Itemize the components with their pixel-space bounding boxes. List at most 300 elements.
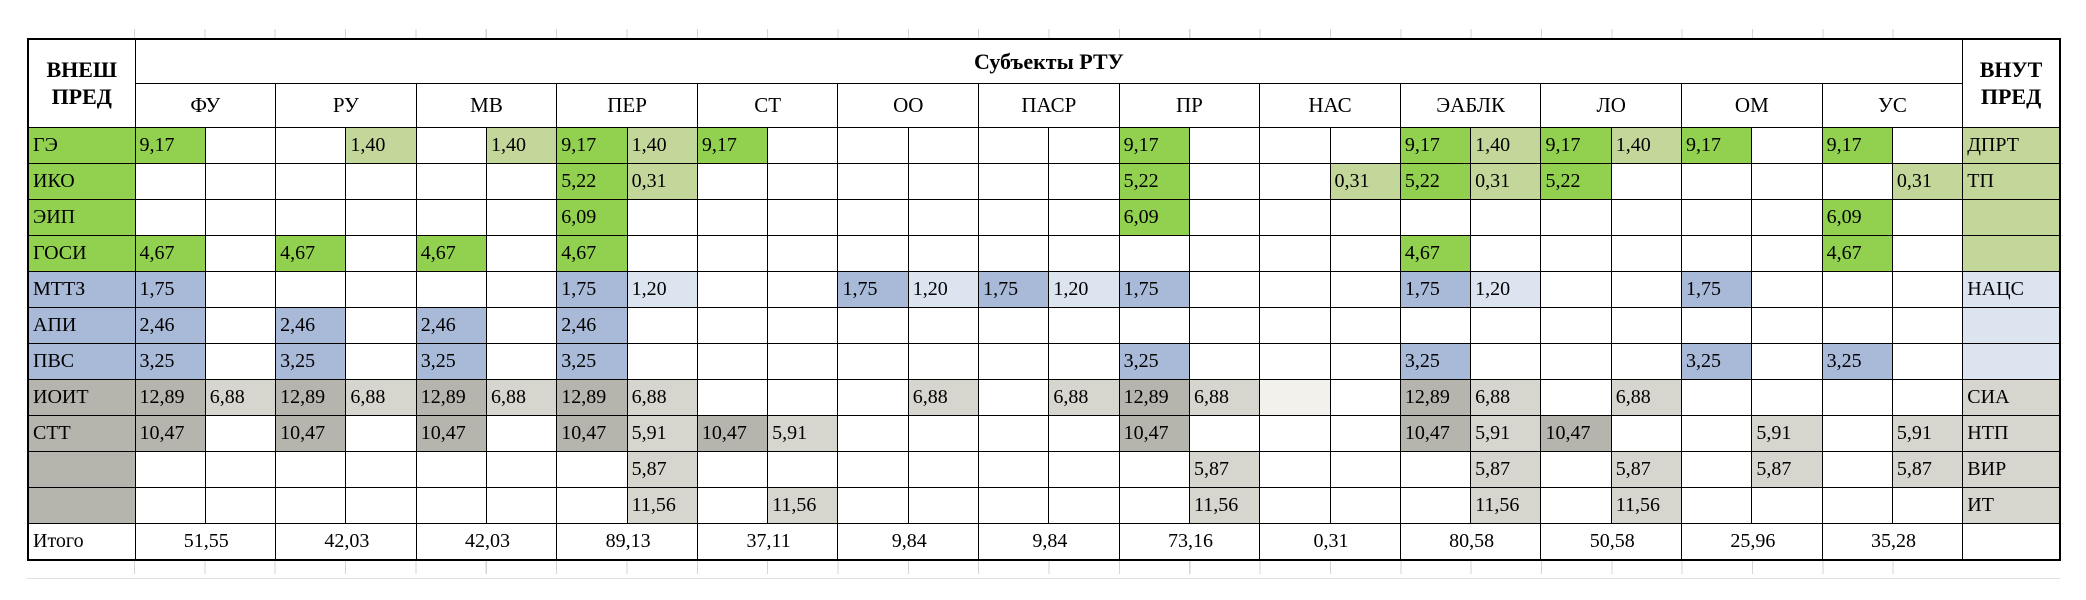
value-cell [1682,415,1752,451]
value-cell [416,127,486,163]
row-label: ИОИТ [28,379,135,415]
value-cell: 6,88 [1611,379,1681,415]
value-cell [1119,235,1189,271]
value-cell [1049,487,1119,523]
value-cell: 12,89 [416,379,486,415]
value-cell: 5,22 [1541,163,1611,199]
value-cell [908,343,978,379]
value-cell [1541,271,1611,307]
value-cell [1682,379,1752,415]
value-cell: 0,31 [1892,163,1962,199]
value-cell [768,127,838,163]
column-group-header: ФУ [135,83,276,127]
value-cell: 6,88 [1471,379,1541,415]
value-cell [1049,415,1119,451]
value-cell: 6,88 [908,379,978,415]
value-cell [908,415,978,451]
right-row-label: ДПРТ [1963,127,2060,163]
value-cell: 4,67 [135,235,205,271]
value-cell [1752,343,1822,379]
value-cell: 10,47 [557,415,627,451]
value-cell [416,271,486,307]
value-cell [1822,415,1892,451]
value-cell: 10,47 [1400,415,1470,451]
column-group-header: ОМ [1682,83,1823,127]
value-cell: 10,47 [135,415,205,451]
value-cell: 11,56 [1189,487,1259,523]
value-cell [1400,451,1470,487]
value-cell: 9,17 [1541,127,1611,163]
right-row-label [1963,199,2060,235]
right-row-label: ИТ [1963,487,2060,523]
value-cell: 9,17 [557,127,627,163]
value-cell [1260,415,1330,451]
value-cell: 2,46 [135,307,205,343]
value-cell [1752,127,1822,163]
value-cell: 3,25 [1119,343,1189,379]
value-cell [1049,451,1119,487]
value-cell [1892,343,1962,379]
value-cell [908,127,978,163]
value-cell: 10,47 [416,415,486,451]
value-cell: 11,56 [1611,487,1681,523]
total-cell: 0,31 [1260,523,1401,560]
value-cell [1260,451,1330,487]
value-cell [1330,127,1400,163]
value-cell [1260,487,1330,523]
value-cell [1752,487,1822,523]
value-cell [486,199,556,235]
value-cell [908,451,978,487]
table-row [28,235,2060,271]
value-cell [1892,199,1962,235]
value-cell: 6,09 [1119,199,1189,235]
value-cell: 5,87 [1892,451,1962,487]
value-cell [768,379,838,415]
value-cell: 5,22 [1400,163,1470,199]
value-cell [276,271,346,307]
value-cell [1330,235,1400,271]
value-cell [1049,235,1119,271]
value-cell [1330,487,1400,523]
right-row-label: СИА [1963,379,2060,415]
value-cell [1189,307,1259,343]
value-cell [205,271,275,307]
value-cell [1189,235,1259,271]
value-cell [1049,307,1119,343]
value-cell: 5,87 [1611,451,1681,487]
value-cell [1752,235,1822,271]
value-cell [1822,379,1892,415]
value-cell [1892,379,1962,415]
value-cell [557,487,627,523]
total-cell: 9,84 [838,523,979,560]
value-cell: 4,67 [557,235,627,271]
total-cell: 37,11 [697,523,838,560]
value-cell: 3,25 [135,343,205,379]
value-cell: 10,47 [697,415,767,451]
value-cell [205,415,275,451]
value-cell [1189,271,1259,307]
value-cell: 9,17 [1119,127,1189,163]
gridline-stubs-bottom [134,560,1963,574]
value-cell: 5,91 [1471,415,1541,451]
value-cell: 4,67 [276,235,346,271]
table-row [28,487,2060,523]
value-cell [838,199,908,235]
value-cell [1541,235,1611,271]
value-cell [486,415,556,451]
value-cell [1330,343,1400,379]
value-cell: 3,25 [557,343,627,379]
total-cell: 89,13 [557,523,698,560]
value-cell [205,451,275,487]
value-cell [768,163,838,199]
right-row-label: НАЦС [1963,271,2060,307]
value-cell: 1,20 [908,271,978,307]
value-cell [1260,163,1330,199]
value-cell: 5,22 [1119,163,1189,199]
totals-row [28,523,2060,560]
value-cell: 5,87 [1471,451,1541,487]
value-cell: 3,25 [416,343,486,379]
value-cell [1611,271,1681,307]
value-cell [1330,415,1400,451]
row-label: СТТ [28,415,135,451]
value-cell [1260,127,1330,163]
value-cell [1189,199,1259,235]
value-cell [768,271,838,307]
value-cell [1682,163,1752,199]
value-cell: 0,31 [1471,163,1541,199]
value-cell [908,199,978,235]
value-cell [276,451,346,487]
value-cell [838,415,908,451]
value-cell: 12,89 [1119,379,1189,415]
value-cell: 1,40 [346,127,416,163]
value-cell [1611,199,1681,235]
table-row [28,271,2060,307]
value-cell [205,487,275,523]
value-cell [768,451,838,487]
value-cell [1330,307,1400,343]
value-cell [627,307,697,343]
value-cell [697,307,767,343]
value-cell [1892,271,1962,307]
value-cell: 10,47 [276,415,346,451]
value-cell: 3,25 [276,343,346,379]
value-cell: 6,88 [346,379,416,415]
value-cell: 5,87 [627,451,697,487]
value-cell [1822,487,1892,523]
value-cell: 6,09 [1822,199,1892,235]
value-cell [486,307,556,343]
value-cell [1611,235,1681,271]
value-cell [346,307,416,343]
value-cell [346,271,416,307]
value-cell [1260,271,1330,307]
value-cell [346,451,416,487]
value-cell [1260,343,1330,379]
column-group-header: ЭАБЛК [1400,83,1541,127]
value-cell: 1,40 [627,127,697,163]
table-row [28,415,2060,451]
value-cell: 5,22 [557,163,627,199]
row-label: ГОСИ [28,235,135,271]
value-cell [1541,451,1611,487]
value-cell [1330,379,1400,415]
value-cell [979,487,1049,523]
value-cell [1471,343,1541,379]
value-cell [627,235,697,271]
value-cell [1330,451,1400,487]
column-group-header: СТ [697,83,838,127]
value-cell [768,307,838,343]
column-group-header: ПАСР [979,83,1120,127]
value-cell [838,451,908,487]
value-cell [979,379,1049,415]
value-cell: 1,20 [1471,271,1541,307]
value-cell [697,235,767,271]
total-cell: 35,28 [1822,523,1963,560]
value-cell [979,163,1049,199]
value-cell: 6,09 [557,199,627,235]
value-cell [838,163,908,199]
value-cell [1892,307,1962,343]
value-cell [697,163,767,199]
total-cell: 73,16 [1119,523,1260,560]
internal-pred-line1: ВНУТ [1979,56,2043,82]
value-cell: 2,46 [416,307,486,343]
value-cell [1471,235,1541,271]
value-cell [1260,235,1330,271]
internal-pred-header [1963,39,2060,127]
value-cell [416,199,486,235]
value-cell: 12,89 [276,379,346,415]
value-cell: 9,17 [135,127,205,163]
value-cell [1752,163,1822,199]
value-cell [697,343,767,379]
totals-label: Итого [28,523,135,560]
right-row-label: НТП [1963,415,2060,451]
column-group-header: ЛО [1541,83,1682,127]
value-cell [1049,127,1119,163]
value-cell: 4,67 [1400,235,1470,271]
value-cell: 1,75 [135,271,205,307]
external-pred-line1: ВНЕШ [46,56,118,82]
value-cell [838,235,908,271]
value-cell [979,199,1049,235]
value-cell [627,199,697,235]
value-cell [346,487,416,523]
value-cell [1189,415,1259,451]
row-label: ПВС [28,343,135,379]
value-cell [1822,271,1892,307]
value-cell: 1,75 [979,271,1049,307]
value-cell [486,235,556,271]
value-cell: 6,88 [1049,379,1119,415]
value-cell: 9,17 [1400,127,1470,163]
value-cell [1260,379,1330,415]
internal-pred-line2: ПРЕД [1980,84,2042,110]
value-cell [1752,379,1822,415]
value-cell: 1,75 [838,271,908,307]
rtu-subjects-matrix [27,38,2061,561]
table-row [28,127,2060,163]
value-cell [979,235,1049,271]
value-cell [486,271,556,307]
value-cell [276,127,346,163]
value-cell [1752,307,1822,343]
value-cell [768,199,838,235]
value-cell [697,199,767,235]
value-cell [416,487,486,523]
value-cell [1822,163,1892,199]
value-cell [1260,307,1330,343]
value-cell: 5,91 [768,415,838,451]
value-cell [135,199,205,235]
value-cell [768,343,838,379]
value-cell [1471,307,1541,343]
value-cell [486,487,556,523]
subjects-title: Субъекты РТУ [135,39,1963,83]
value-cell: 6,88 [627,379,697,415]
value-cell: 1,20 [1049,271,1119,307]
value-cell [416,451,486,487]
value-cell [1682,235,1752,271]
value-cell [205,163,275,199]
value-cell [486,451,556,487]
value-cell [1330,199,1400,235]
value-cell [205,235,275,271]
value-cell [346,415,416,451]
table-row [28,343,2060,379]
value-cell [697,487,767,523]
value-cell [346,163,416,199]
value-cell [1400,307,1470,343]
row-label: ИКО [28,163,135,199]
value-cell: 1,40 [1611,127,1681,163]
value-cell [276,163,346,199]
row-label: ГЭ [28,127,135,163]
value-cell [768,235,838,271]
value-cell: 1,75 [1682,271,1752,307]
value-cell [557,451,627,487]
value-cell [1049,199,1119,235]
gridline-stubs-top [134,29,1963,38]
value-cell: 4,67 [416,235,486,271]
value-cell [979,451,1049,487]
value-cell: 3,25 [1400,343,1470,379]
value-cell [697,451,767,487]
value-cell [276,199,346,235]
value-cell [205,199,275,235]
value-cell [135,163,205,199]
value-cell [908,307,978,343]
row-label [28,451,135,487]
table-row [28,307,2060,343]
value-cell [1682,487,1752,523]
value-cell [1541,199,1611,235]
value-cell: 1,75 [1400,271,1470,307]
value-cell [346,343,416,379]
right-row-label [1963,343,2060,379]
value-cell [205,127,275,163]
total-cell: 42,03 [276,523,417,560]
value-cell: 6,88 [1189,379,1259,415]
value-cell [1752,199,1822,235]
value-cell: 5,91 [1892,415,1962,451]
value-cell [979,415,1049,451]
value-cell [1892,487,1962,523]
value-cell [1892,127,1962,163]
value-cell [838,127,908,163]
value-cell: 2,46 [276,307,346,343]
total-cell: 9,84 [979,523,1120,560]
value-cell: 11,56 [627,487,697,523]
value-cell [1400,199,1470,235]
column-group-header: УС [1822,83,1963,127]
value-cell: 5,87 [1189,451,1259,487]
value-cell [979,343,1049,379]
column-group-header: ОО [838,83,979,127]
value-cell: 3,25 [1682,343,1752,379]
value-cell: 9,17 [1822,127,1892,163]
value-cell [1260,199,1330,235]
total-cell: 25,96 [1682,523,1823,560]
column-group-header: НАС [1260,83,1401,127]
value-cell: 5,91 [1752,415,1822,451]
value-cell: 10,47 [1119,415,1189,451]
value-cell: 5,87 [1752,451,1822,487]
value-cell: 1,40 [486,127,556,163]
total-cell: 42,03 [416,523,557,560]
value-cell [979,307,1049,343]
value-cell [908,487,978,523]
value-cell: 4,67 [1822,235,1892,271]
table-row [28,199,2060,235]
external-pred-header [28,39,135,127]
value-cell: 1,20 [627,271,697,307]
right-row-label [1963,307,2060,343]
value-cell [1611,415,1681,451]
value-cell: 0,31 [627,163,697,199]
row-label: ЭИП [28,199,135,235]
value-cell [1541,307,1611,343]
row-label [28,487,135,523]
value-cell [205,307,275,343]
right-row-label [1963,235,2060,271]
value-cell [627,343,697,379]
value-cell [1189,343,1259,379]
value-cell [1189,127,1259,163]
value-cell [486,163,556,199]
right-row-label: ВИР [1963,451,2060,487]
value-cell: 11,56 [768,487,838,523]
value-cell [1541,487,1611,523]
value-cell [1822,307,1892,343]
value-cell [1822,451,1892,487]
value-cell [838,379,908,415]
value-cell [908,235,978,271]
value-cell [1119,451,1189,487]
value-cell [416,163,486,199]
value-cell [838,307,908,343]
value-cell [1541,379,1611,415]
column-group-header: ПЕР [557,83,698,127]
value-cell: 12,89 [1400,379,1470,415]
table-row [28,451,2060,487]
